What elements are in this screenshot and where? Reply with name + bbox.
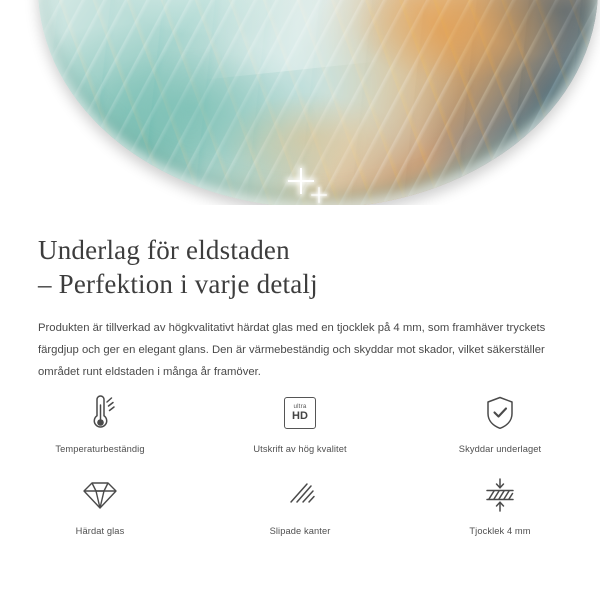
hero-image — [0, 0, 600, 205]
feature-label: Skyddar underlaget — [458, 444, 542, 454]
product-description: Produkten är tillverkad av högkvalitativt härdat glas med en tjocklek på 4 mm, som framhäver tryckets färgdjup och ger en elegant glans. Den är värmebeständig och skyddar mot skador, vilket säkerställer området runt eldstaden i många år framöver. — [38, 322, 546, 378]
feature-grid — [0, 390, 600, 536]
feature-label: Tjocklek 4 mm — [469, 526, 531, 536]
ultra-hd-icon — [284, 390, 316, 436]
feature-item-protection — [400, 390, 600, 454]
feature-label: Härdat glas — [75, 526, 125, 536]
shield-check-icon — [483, 390, 517, 436]
feature-label: Temperaturbeständig — [55, 444, 145, 454]
feature-item-temperature — [0, 390, 200, 454]
ultra-hd-badge-top: ultra — [293, 402, 307, 410]
headline-line-2: – Perfektion i varje detalj — [38, 269, 318, 299]
feature-item-thickness — [400, 472, 600, 536]
feature-item-print-quality — [200, 390, 400, 454]
thermometer-icon — [83, 390, 117, 436]
feature-item-polished-edges — [200, 472, 400, 536]
diamond-icon — [80, 472, 120, 518]
feature-item-tempered-glass — [0, 472, 200, 536]
feature-label: Utskrift av hög kvalitet — [253, 444, 347, 454]
glass-plate-graphic — [38, 0, 598, 205]
feature-label: Slipade kanter — [269, 526, 331, 536]
ultra-hd-badge-bottom: HD — [292, 410, 308, 423]
content-section — [0, 205, 600, 383]
page-title — [0, 205, 600, 301]
thickness-arrows-icon — [480, 472, 520, 518]
polished-edges-icon — [281, 472, 319, 518]
headline-line-1: Underlag för eldstaden — [38, 235, 290, 265]
